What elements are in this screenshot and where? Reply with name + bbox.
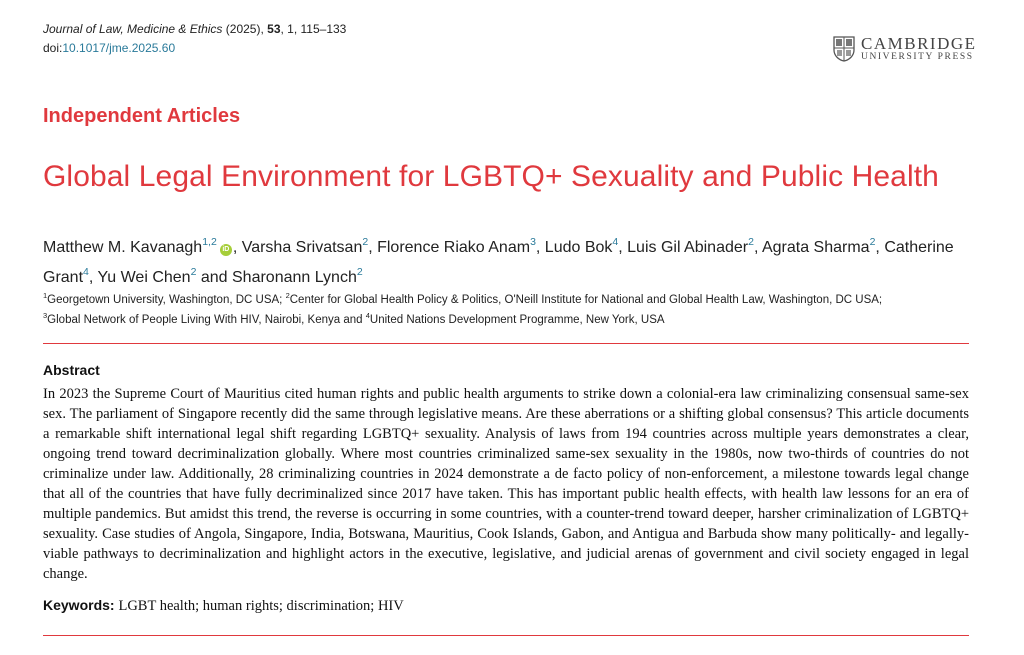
author-affiliation-marker: 1,2 [202,236,217,248]
author-name[interactable]: Varsha Srivatsan [241,239,363,256]
journal-issue-pages: , 1, 115–133 [280,22,347,36]
author-separator: , [753,239,762,256]
author-separator: , [875,239,885,256]
author-separator: , [618,239,628,256]
keywords-value: LGBT health; human rights; discrimination; HIV [118,598,404,614]
author-list [43,233,988,293]
author-name[interactable]: Luis Gil Abinader [627,239,749,256]
journal-year: (2025), [225,22,264,36]
doi-link[interactable]: 10.1017/jme.2025.60 [62,41,176,55]
affiliation-text: Center for Global Health Policy & Politics, O'Neill Institute for National and Global Health Law, Washington, DC USA; [289,294,883,306]
author-affiliation-marker: 2 [869,236,876,248]
abstract-text: In 2023 the Supreme Court of Mauritius cited human rights and public health arguments to strike down a colonial-era law criminalizing consensual same-sex sex. The parliament of Singapore recently did the same through legislative means. Are these aberrations or a shifting global consensus? This article documents a remarkable shift international legal shift regarding LGBTQ+ sexuality. Analysis of laws from 194 countries across multiple years demonstrates a clear, ongoing trend toward decriminalization globally. Where most countries criminalized same-sex sexuality in the 1980s, now two-thirds of countries do not criminalize under law. Additionally, 28 criminalizing countries in 2024 demonstrate a de facto policy of non-enforcement, a milestone towards legal change that all of the countries that have fully decriminalized since 2017 have taken. This has important public health effects, with health law lessons for an era of multiple pandemics. But amidst this trend, the reverse is occurring in some countries, with a counter-trend toward deeper, harsher criminalization of LGBTQ+ sexuality. Case studies of Angola, Singapore, India, Botswana, Mauritius, Cook Islands, Gabon, and Antigua and Barbuda show many politically- and legally-viable pathways to decriminalization and highlight actors in the executive, legislative, and judicial arenas of government and civil society engaged in legal change. [43,386,969,582]
orcid-icon[interactable]: iD [220,244,232,256]
author-separator: and [196,269,232,286]
affiliation-text: Global Network of People Living With HIV, Nairobi, Kenya and [47,314,366,326]
doi-label: doi: [43,41,63,55]
author-name[interactable]: Ludo Bok [544,239,613,256]
author-affiliation-marker: 3 [530,236,536,248]
affiliation-marker: 4 [365,311,370,320]
affiliation-marker: 2 [285,291,290,300]
journal-volume: 53 [267,22,281,36]
author-name[interactable]: Catherine Grant [43,239,954,286]
author-name[interactable]: Florence Riako Anam [377,239,531,256]
section-heading: Independent Articles [43,105,241,127]
author-separator: , [535,239,545,256]
keywords-label: Keywords: [43,597,115,613]
article-title: Global Legal Environment for LGBTQ+ Sexuality and Public Health [43,160,939,193]
doi-line [43,40,175,56]
journal-citation [43,21,346,37]
affiliation-text: Georgetown University, Washington, DC USA; [47,294,286,306]
author-affiliation-marker: 2 [356,266,363,278]
abstract-heading: Abstract [43,362,100,378]
publisher-name: CAMBRIDGE [861,34,977,53]
divider-bottom [43,635,969,636]
author-separator: , [232,239,242,256]
author-name[interactable]: Sharonann Lynch [232,269,357,286]
author-affiliation-marker: 2 [362,236,369,248]
author-separator: , [368,239,378,256]
author-affiliation-marker: 4 [83,266,89,278]
author-affiliation-marker: 4 [612,236,619,248]
affiliation-list [43,290,993,330]
publisher-logo [833,35,977,63]
author-affiliation-marker: 2 [748,236,754,248]
cambridge-shield-icon [833,36,855,62]
author-name[interactable]: Yu Wei Chen [97,269,191,286]
affiliation-marker: 3 [43,311,48,320]
keywords-line [43,597,404,615]
divider-top [43,343,969,344]
journal-name: Journal of Law, Medicine & Ethics [43,22,223,36]
author-separator: , [88,269,98,286]
affiliation-marker: 1 [43,291,48,300]
publisher-subname: UNIVERSITY PRESS [861,52,974,62]
author-name[interactable]: Agrata Sharma [761,239,870,256]
author-affiliation-marker: 2 [190,266,197,278]
author-name[interactable]: Matthew M. Kavanagh [43,239,203,256]
affiliation-text: United Nations Development Programme, New York, USA [369,314,665,326]
